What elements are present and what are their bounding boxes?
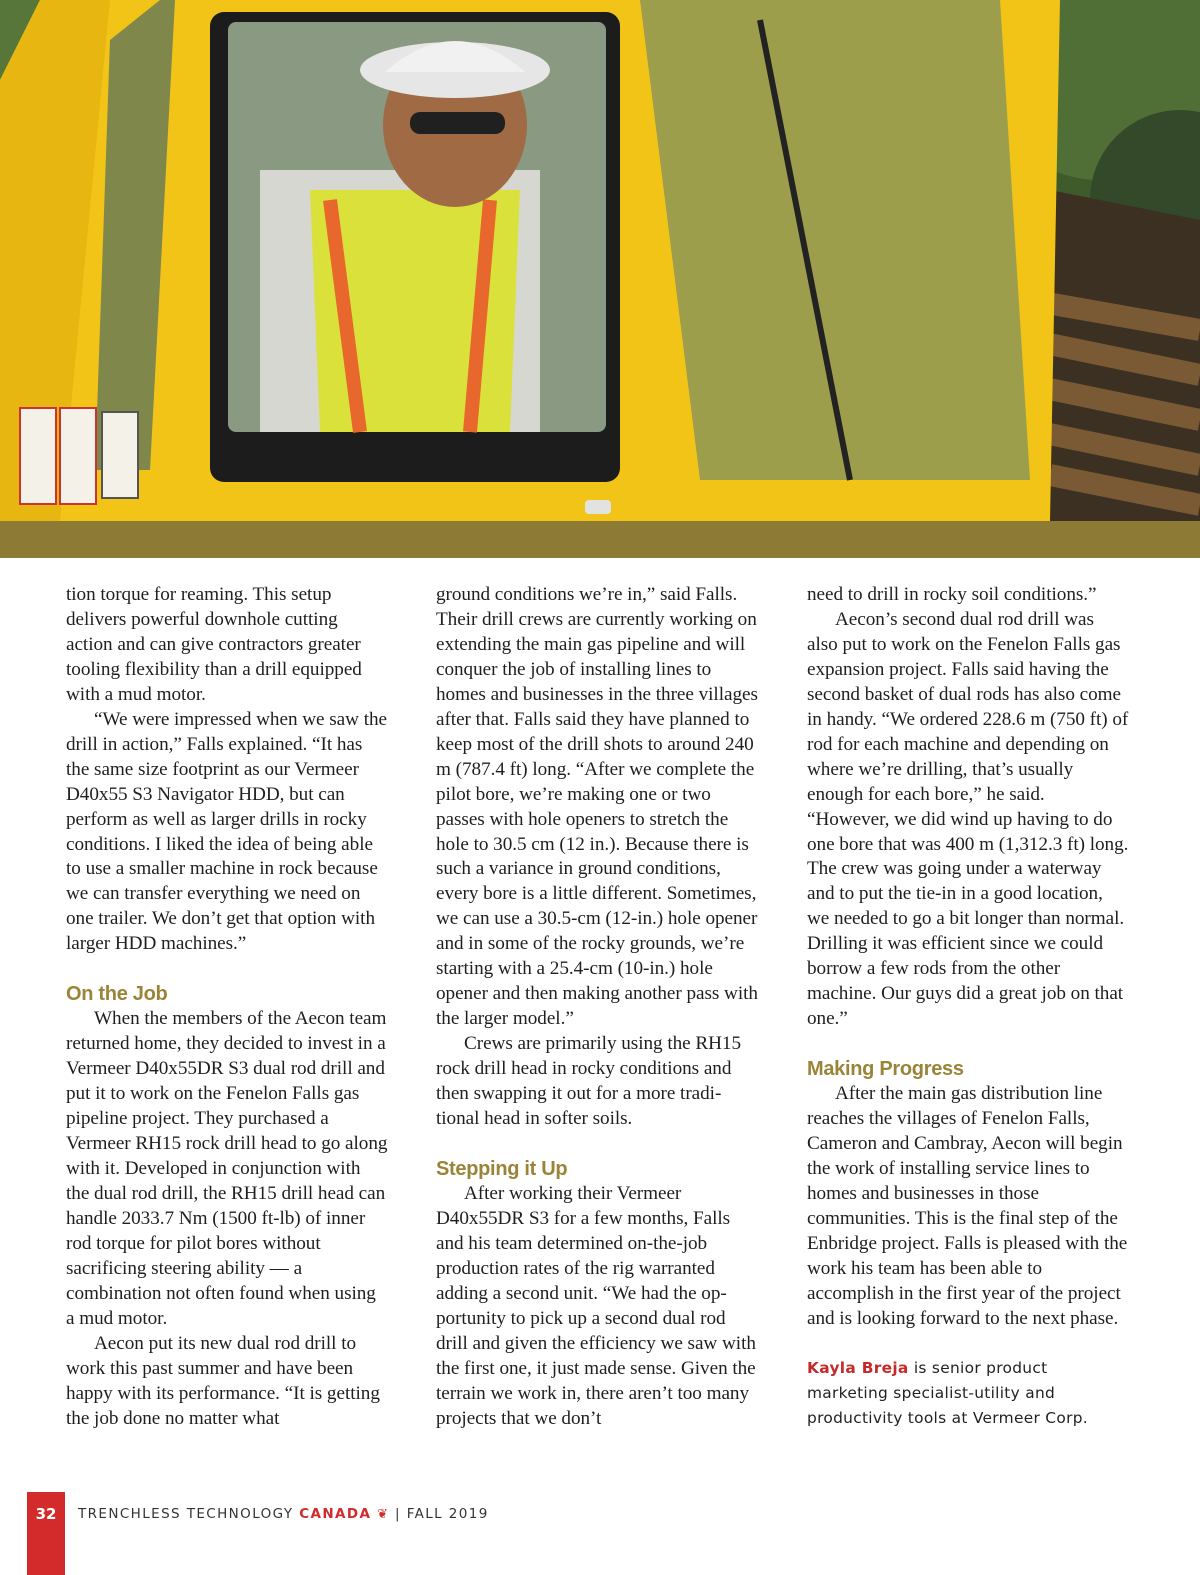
issue-date: FALL 2019: [406, 1506, 489, 1522]
article-column-1: [66, 583, 388, 1432]
article-column-3: [807, 583, 1129, 1431]
drill-cab-illustration: [0, 0, 1200, 521]
hero-photo: [0, 0, 1200, 521]
publication-name: TRENCHLESS TECHNOLOGY: [78, 1506, 300, 1522]
article-column-2: [436, 583, 758, 1432]
publication-country: CANADA: [299, 1506, 372, 1522]
section-heading-making-progress: Making Progress: [807, 1058, 964, 1081]
author-bio-text: is senior product marketing specialist-utility and productivity tools at Vermeer Corp.: [807, 1358, 1088, 1427]
section-heading-on-the-job: On the Job: [66, 983, 168, 1006]
maple-leaf-icon: ❦: [377, 1507, 390, 1522]
section-heading-stepping-it-up: Stepping it Up: [436, 1157, 568, 1180]
paragraph: After the main gas distribution line reaches the villages of Fenelon Falls, Cameron and Cambray, Aecon will begin the work of installing service lines to homes and businesses in those communities. This is the final step of the Enbridge project. Falls is pleased with the work his team has been able to accomplish in the first year of the project and is looking forward to the next phase.: [807, 1083, 1128, 1329]
running-footer: [78, 1506, 489, 1522]
photo-caption-band: [0, 521, 1200, 558]
author-bio: [807, 1356, 1129, 1431]
paragraph: When the members of the Aecon team returned home, they decided to invest in a Vermeer D40x55DR S3 dual rod drill and put it to work on the Fenelon Falls gas pipeline project. They purchased a Vermeer RH15 rock drill head to go along with it. Developed in conjunction with the dual rod drill, the RH15 drill head can handle 2033.7 Nm (1500 ft-lb) of inner rod torque for pilot bores without sacrificing steering ability — a combination not often found when using a mud motor.: [66, 1008, 388, 1329]
footer-separator: |: [389, 1506, 407, 1522]
paragraph: Aecon’s second dual rod drill was also put to work on the Fenelon Falls gas expansion project. Falls said having the second basket of dual rods has also come in handy. “We ordered 228.6 m (750 ft) of rod for each machine and depending on where we’re drilling, that’s usually enough for each bore,” he said. “However, we did wind up having to do one bore that was 400 m (1,312.3 ft) long. The crew was going under a waterway and to put the tie-in in a good location, we needed to go a bit longer than normal. Drilling it was efficient since we could borrow a few rods from the other machine. Our guys did a great job on that one.”: [807, 608, 1129, 1030]
author-name: Kayla Breja: [807, 1358, 909, 1377]
paragraph: After working their Vermeer D40x55DR S3 for a few months, Falls and his team determined on-the-job production rates of the rig warranted adding a second unit. “We had the opportunity to pick up a second dual rod drill and given the efficiency we saw with the first one, it just made sense. Given the terrain we work in, there aren’t too many projects that we don’t: [436, 1182, 756, 1429]
paragraph: ground conditions we’re in,” said Falls. Their drill crews are currently working on extending the main gas pipeline and will conquer the job of installing lines to homes and businesses in the three villages after that. Falls said they have planned to keep most of the drill shots to around 240 m (787.4 ft) long. “After we complete the pilot bore, we’re making one or two passes with hole openers to stretch the hole to 30.5 cm (12 in.). Because there is such a variance in ground conditions, every bore is a little different. Sometimes, we can use a 30.5-cm (12-in.) hole opener and in some of the rocky grounds, we’re starting with a 25.4-cm (10-in.) hole opener and then making another pass with the larger model.”: [436, 584, 758, 1030]
paragraph: “We were impressed when we saw the drill in action,” Falls explained. “It has the same size footprint as our Vermeer D40x55 S3 Navigator HDD, but can perform as well as larger drills in rocky conditions. I liked the idea of being able to use a smaller machine in rock because we can transfer everything we need on one trailer. We don’t get that option with larger HDD machines.”: [66, 708, 387, 955]
paragraph: Aecon put its new dual rod drill to work this past summer and have been happy with its performance. “It is getting the job done no matter what: [66, 1332, 380, 1429]
page-number: 32: [35, 1505, 57, 1523]
paragraph: Crews are primarily using the RH15 rock drill head in rocky conditions and then swapping it out for a more traditional head in softer soils.: [436, 1033, 741, 1130]
paragraph: tion torque for reaming. This setup delivers powerful downhole cutting action and can give contractors greater tooling flexibility than a drill equipped with a mud motor.: [66, 584, 362, 705]
paragraph: need to drill in rocky soil conditions.”: [807, 584, 1097, 605]
